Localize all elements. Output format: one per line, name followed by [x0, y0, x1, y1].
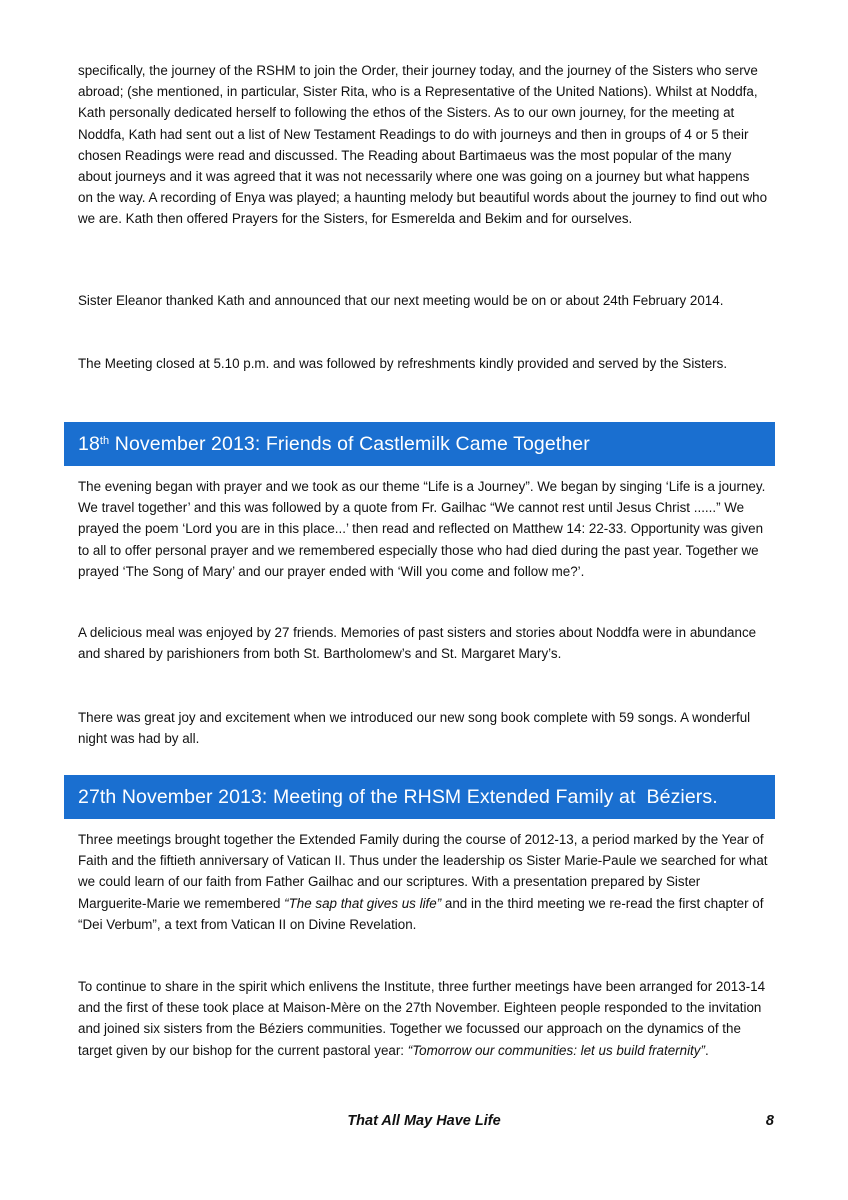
intro-paragraph-2: Sister Eleanor thanked Kath and announced that our next meeting would be on or about 24th February 2014.: [78, 293, 724, 308]
castlemilk-paragraph-1: The evening began with prayer and we took as our theme “Life is a Journey”. We began by singing ‘Life is a journey. We travel together’ and this was followed by a quote from Fr. Gailhac “We cannot rest until Jesus Christ ......” We prayed the poem ‘Lord you are in this place...’ then read and reflected on Matthew 14: 22-33. Opportunity was given to all to offer personal prayer and we remembered especially those who had died during the past year. Together we prayed ‘The Song of Mary’ and our prayer ended with ‘Will you come and follow me?’.: [78, 479, 766, 579]
heading-ordinal-suffix: th: [99, 435, 110, 447]
heading-text: 27th November 2013: Meeting of the RHSM Extended Family at Béziers.: [78, 785, 718, 808]
paragraph-text: Three meetings brought together the Extended Family during the course of 2012-13, a period marked by the Year of Faith and the fiftieth anniversary of Vatican II. Thus under the leadership os Sister Marie-Paule we searched for what we could learn of our faith from Father Gailhac and our scriptures. With a presentation prepared by Sister Marguerite-Marie we remembered: [78, 832, 768, 911]
beziers-paragraph-1: [78, 829, 768, 935]
paragraph-text: .: [704, 1042, 709, 1058]
page-number: 8: [765, 1113, 774, 1129]
paragraph-text: and in the third meeting we re-read the first chapter of “Dei Verbum”, a text from Vatican II on Divine Revelation.: [78, 895, 764, 932]
intro-paragraph-3: The Meeting closed at 5.10 p.m. and was followed by refreshments kindly provided and served by the Sisters.: [78, 356, 728, 371]
section-heading-beziers: [64, 775, 775, 819]
intro-paragraph-1: specifically, the journey of the RSHM to join the Order, their journey today, and the journey of the Sisters who serve abroad; (she mentioned, in particular, Sister Rita, who is a Representative of the United Nations). Whilst at Noddfa, Kath personally dedicated herself to following the ethos of the Sisters. As to our own journey, for the meeting at Noddfa, Kath had sent out a list of New Testament Readings to do with journeys and then in groups of 4 or 5 their chosen Readings were read and discussed. The Reading about Bartimaeus was the most popular of the many about journeys and it was agreed that it was not necessarily where one was going on a journey but what happens on the way. A recording of Enya was played; a haunting melody but beautiful words about the journey to find out who we are. Kath then offered Prayers for the Sisters, for Esmerelda and Bekim and for ourselves.: [78, 63, 768, 227]
footer-title: That All May Have Life: [347, 1113, 501, 1129]
heading-day: 18: [78, 432, 100, 455]
section-heading-castlemilk: [64, 422, 775, 466]
beziers-paragraph-2: [78, 976, 768, 1061]
castlemilk-paragraph-3: There was great joy and excitement when we introduced our new song book complete with 59 songs. A wonderful night was had by all.: [78, 710, 751, 747]
paragraph-text: To continue to share in the spirit which enlivens the Institute, three further meetings have been arranged for 2013-14 and the first of these took place at Maison-Mère on the 27th November. Eighteen people responded to the invitation and joined six sisters from the Béziers communities. Together we focussed our approach on the dynamics of the target given by our bishop for the current pastoral year:: [78, 979, 766, 1058]
quoted-title: “The sap that gives us life”: [284, 895, 442, 911]
heading-text: November 2013: Friends of Castlemilk Came Together: [109, 432, 590, 455]
castlemilk-paragraph-2: A delicious meal was enjoyed by 27 friends. Memories of past sisters and stories about Noddfa were in abundance and shared by parishioners from both St. Bartholomew’s and St. Margaret Mary’s.: [78, 625, 757, 662]
quoted-motto: “Tomorrow our communities: let us build fraternity”: [407, 1042, 705, 1058]
